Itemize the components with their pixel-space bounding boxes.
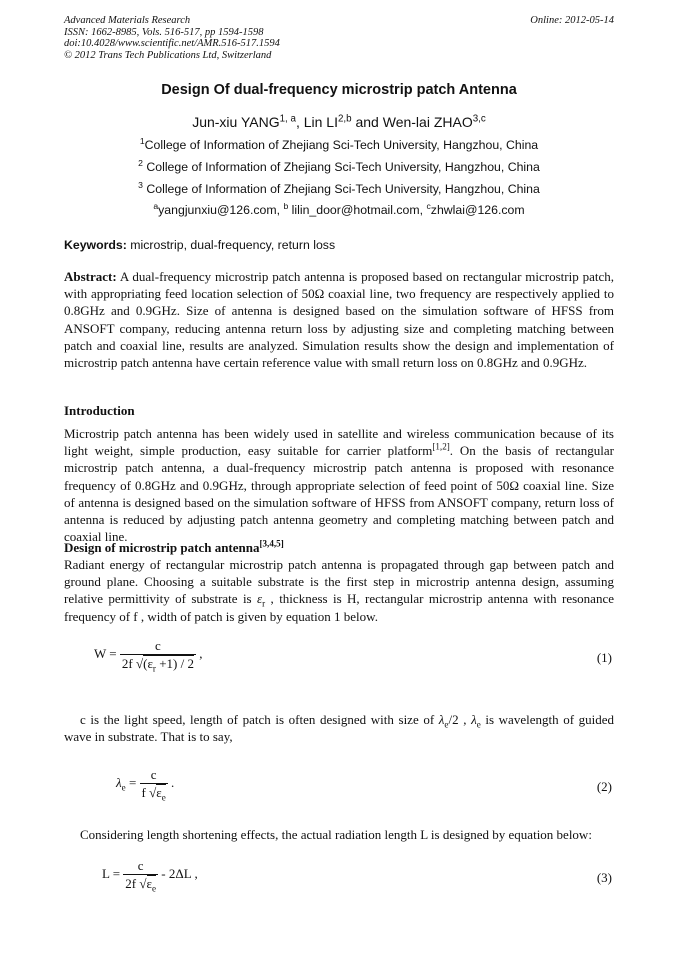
affiliation-2: $^2$ College of Information of Zhejiang Sci-Tech University, Hangzhou, China: [138, 157, 540, 174]
author-1: Jun-xiu YANG: [192, 114, 280, 130]
copyright-line: © 2012 Trans Tech Publications Ltd, Switzerland: [64, 49, 272, 61]
intro-paragraph: Microstrip patch antenna has been widely used in satellite and wireless communication because of its light weight, simple production, easy suitable for carrier platform[1,2]. On the basis of rectangular microstrip patch antenna, a dual-frequency microstrip patch antenna is proposed with resonance frequency of 0.8GHz and 0.9GHz, through appropriate selection of feed point of 50Ω coaxial line. Size of antenna is designed based on the simulation software of HFSS from ANSOFT company, return loss of antenna is reduced by adjusting patch antenna geometry and completing matching between patch and coaxial line.: [64, 426, 615, 545]
equation-1: W = $\frac{c}{2f √(\varepsilon_r +1) / 2}$ ,: [94, 638, 203, 674]
equation-2: $\lambda_e$ = $\frac{c}{f √\varepsilon_e}$ .: [116, 767, 175, 803]
equation-3: L = $\frac{c}{2f √\varepsilon_e}$ - 2ΔL ,: [102, 858, 198, 894]
abstract: Abstract: A dual-frequency microstrip patch antenna is proposed based on rectangular microstrip patch, with appropriating feed location selection of 50Ω coaxial line, two frequency are respectively applied to 0.8GHz and 0.9GHz. Size of antenna is designed based on the simulation software of HFSS from ANSOFT company, reducing antenna return loss by adjusting size and completing matching between patch and coaxial line, results are analyzed. Simulation results show the design and implementation of microstrip patch antenna have certain reference value with small return loss on 0.8GHz and 0.9GHz.: [64, 269, 614, 371]
affiliation-1: $^1$College of Information of Zhejiang Sci-Tech University, Hangzhou, China: [139, 135, 539, 152]
equation-1-number: (1): [596, 650, 612, 665]
doi-line: doi:10.4028/www.scientific.net/AMR.516-517.1594: [64, 38, 280, 50]
journal-header: [64, 15, 280, 61]
design-paragraph-2: c is the light speed, length of patch is often designed with size of $\lambda_e/2$ , $\lambda_e$ is wavelength of guided wave in substrate. That is to say,: [64, 712, 615, 745]
design-heading: Design of microstrip patch antenna[3,4,5]: [64, 538, 284, 555]
email-line: $^a$yangjunxiu@126.com, $^b$ lilin_door@hotmail.com, $^c$zhwlai@126.com: [153, 200, 525, 217]
design-paragraph-3: Considering length shortening effects, the actual radiation length L is designed by equation below:: [80, 827, 592, 842]
author-2: , Lin LI: [295, 114, 338, 130]
journal-name: Advanced Materials Research: [64, 15, 191, 26]
paper-title: Design Of dual-frequency microstrip patch Antenna: [161, 82, 517, 98]
design-paragraph-1: Radiant energy of rectangular microstrip patch antenna is propagated through gap between patch and ground plane. Choosing a suitable substrate is the first step in microstrip antenna design, assuming relative permittivity of substrate is $\varepsilon_r$ , thickness is H, rectangular microstrip antenna with resonance frequency of f , width of patch is given by equation 1 below.: [64, 557, 614, 624]
online-date: Online: 2012-05-14: [530, 15, 614, 26]
equation-3-number: (3): [596, 870, 612, 885]
author-3: and Wen-lai ZHAO: [351, 114, 473, 130]
issn-line: ISSN: 1662-8985, Vols. 516-517, pp 1594-1598: [64, 26, 264, 38]
author-line: Jun-xiu YANG$^{1, a}$, Lin LI$^{2,b}$ and Wen-lai ZHAO$^{3,c}$: [192, 113, 486, 130]
keywords: Keywords: microstrip, dual-frequency, return loss: [64, 238, 336, 252]
affiliation-3: $^3$ College of Information of Zhejiang Sci-Tech University, Hangzhou, China: [138, 179, 540, 196]
intro-heading: Introduction: [64, 403, 135, 418]
equation-2-number: (2): [596, 779, 612, 794]
